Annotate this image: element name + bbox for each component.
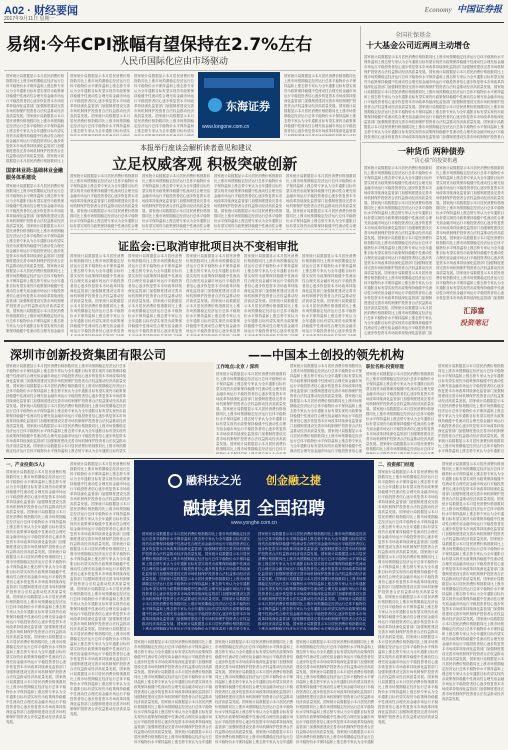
top-story-body-3 bbox=[284, 74, 356, 136]
bottom-body-2 bbox=[70, 462, 130, 745]
recruit-body-2 bbox=[216, 372, 286, 454]
recruit-col-title-2: 职位名称:投资经理 bbox=[366, 365, 404, 370]
section-rule bbox=[70, 233, 356, 234]
bottom-body-5 bbox=[296, 640, 374, 745]
recruit-watermark bbox=[128, 362, 214, 454]
main-body-2 bbox=[142, 174, 210, 230]
right-story-kicker: 全国社保基金 bbox=[395, 32, 432, 39]
stamp-title: 汇添富 bbox=[463, 307, 485, 315]
logo-ring-icon bbox=[168, 474, 182, 488]
bottom-body-7 bbox=[442, 462, 504, 745]
masthead-title: 中国证券报 bbox=[456, 4, 502, 14]
header-rule bbox=[4, 22, 504, 23]
recruit-body-4 bbox=[366, 372, 434, 454]
main-story-headline: 立足权威客观 积极突破创新 bbox=[112, 155, 298, 173]
stamp-sub: 投资笔记 bbox=[460, 319, 488, 327]
section-rule bbox=[70, 140, 356, 141]
stamp bbox=[450, 306, 498, 334]
ad-url: www.longone.com.cn bbox=[202, 124, 250, 130]
ad-line-right: 创金融之捷 bbox=[266, 474, 321, 487]
ad-body-2 bbox=[258, 532, 366, 630]
top-subhead: 人民币国际化应由市场驱动 bbox=[120, 57, 229, 67]
main-story-kicker: 本报举行座谈会解析读者意见和建议 bbox=[140, 144, 252, 152]
second-story-headline: 证监会:已取消审批项目决不变相审批 bbox=[118, 240, 299, 253]
page-section-label: A02 · 财经要闻 bbox=[4, 5, 78, 17]
left-brief-headline: 国家林业局:基础林业金融服务体系建设 bbox=[6, 168, 64, 181]
right-story-headline: 十大基金公司近两周主动增仓 bbox=[366, 41, 470, 50]
date-line: 2017年9月11日 星期一 bbox=[4, 16, 55, 22]
section-rule bbox=[4, 458, 504, 459]
column-divider bbox=[360, 142, 361, 338]
bottom-left-title: 一、产业投资(5人) bbox=[6, 463, 45, 468]
bottom-body-3 bbox=[134, 640, 212, 745]
right-body-1 bbox=[364, 166, 432, 336]
left-body-2 bbox=[6, 184, 64, 334]
recruit-col-title-1: 工作地点:北京 / 深圳 bbox=[216, 365, 259, 370]
ad-line-left: 融科技之光 bbox=[186, 474, 241, 487]
rongjie-ad[interactable] bbox=[134, 460, 374, 636]
top-story-body-1 bbox=[70, 74, 130, 136]
masthead bbox=[425, 2, 503, 15]
column-divider bbox=[360, 26, 361, 141]
ad-body-1 bbox=[142, 532, 250, 630]
section-rule bbox=[4, 340, 504, 342]
right-story-body bbox=[364, 55, 504, 140]
second-body-4 bbox=[244, 254, 298, 336]
top-headline: 易纲:今年CPI涨幅有望保持在2.7%左右 bbox=[6, 35, 313, 55]
bottom-body-1 bbox=[6, 470, 66, 745]
column-divider bbox=[67, 72, 68, 336]
recruit-body-1 bbox=[6, 364, 126, 454]
recruit-body-3 bbox=[290, 364, 362, 454]
main-body-4 bbox=[286, 174, 356, 230]
recruit-body-5 bbox=[438, 364, 504, 454]
second-body-2 bbox=[128, 254, 182, 336]
bottom-right-title: 二、投资部门经理 bbox=[378, 463, 414, 468]
top-story-body-2 bbox=[134, 74, 194, 136]
masthead-sub: Economy bbox=[424, 6, 452, 14]
section-rule bbox=[362, 142, 504, 143]
logo-circle-icon bbox=[208, 98, 222, 112]
second-body-3 bbox=[186, 254, 240, 336]
section-rule bbox=[4, 70, 356, 71]
recruit-right-title: ——中国本土创投的领先机构 bbox=[248, 348, 405, 362]
bottom-body-4 bbox=[215, 640, 293, 745]
bottom-body-6 bbox=[378, 470, 438, 745]
second-body-1 bbox=[70, 254, 124, 336]
ad-band bbox=[204, 78, 274, 88]
main-body-1 bbox=[70, 174, 138, 230]
ad-url[interactable]: www.yonghe.com.cn bbox=[231, 520, 277, 526]
main-body-3 bbox=[214, 174, 282, 230]
recruit-left-title: 深圳市创新投资集团有限公司 bbox=[10, 348, 167, 362]
right-column-subhead: “货心债”的投资机遇 bbox=[412, 158, 458, 164]
ad-headline: 融捷集团 全国招聘 bbox=[183, 499, 325, 519]
donghai-ad[interactable] bbox=[198, 72, 280, 138]
left-body-1 bbox=[6, 74, 64, 164]
second-body-5 bbox=[302, 254, 356, 336]
ad-brand: 东海证券 bbox=[226, 100, 270, 113]
right-body-2 bbox=[436, 166, 504, 300]
right-column-headline: 一种货币 两种债券 bbox=[398, 147, 465, 156]
